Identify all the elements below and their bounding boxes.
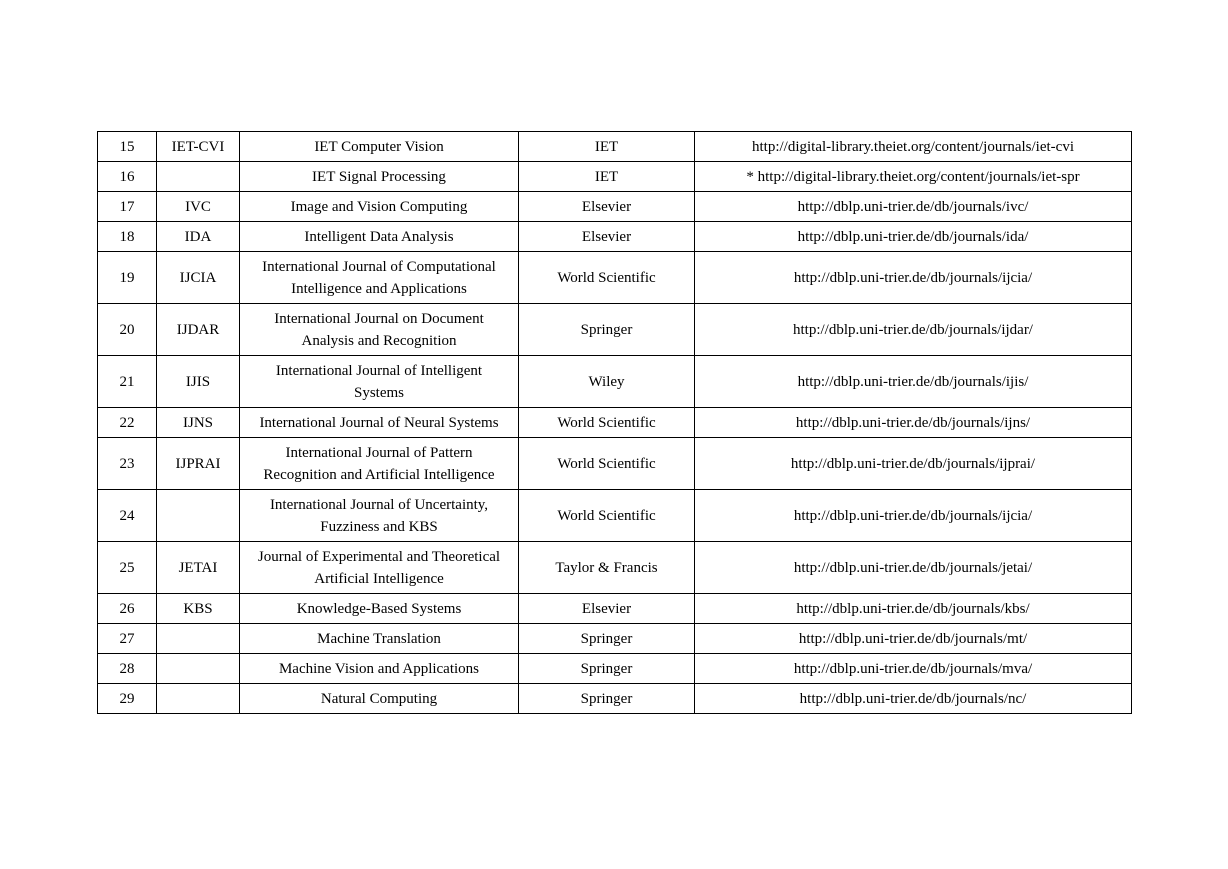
row-number-cell: 23 bbox=[98, 438, 157, 490]
publisher-cell: Wiley bbox=[519, 356, 695, 408]
publisher-cell: World Scientific bbox=[519, 408, 695, 438]
table-row bbox=[98, 438, 1132, 490]
row-number-cell: 29 bbox=[98, 684, 157, 714]
publisher-cell: IET bbox=[519, 162, 695, 192]
row-number-cell: 20 bbox=[98, 304, 157, 356]
journal-title-line: IET Computer Vision bbox=[314, 138, 444, 155]
row-number-cell: 22 bbox=[98, 408, 157, 438]
journal-title-cell bbox=[240, 192, 519, 222]
url-cell: http://dblp.uni-trier.de/db/journals/ijprai/ bbox=[695, 438, 1132, 490]
journal-title-cell bbox=[240, 222, 519, 252]
journal-title-line: International Journal of Computational bbox=[262, 258, 496, 275]
publisher-cell: Springer bbox=[519, 304, 695, 356]
journal-title-line: Knowledge-Based Systems bbox=[296, 600, 462, 617]
journal-title-line: Image and Vision Computing bbox=[290, 198, 468, 215]
publisher-cell: Elsevier bbox=[519, 222, 695, 252]
abbreviation-cell: IVC bbox=[157, 192, 240, 222]
table-row bbox=[98, 408, 1132, 438]
journal-title-cell bbox=[240, 542, 519, 594]
abbreviation-cell bbox=[157, 490, 240, 542]
row-number-cell: 28 bbox=[98, 654, 157, 684]
url-cell: http://dblp.uni-trier.de/db/journals/jetai/ bbox=[695, 542, 1132, 594]
publisher-cell: Elsevier bbox=[519, 594, 695, 624]
journal-title-line: Machine Vision and Applications bbox=[278, 660, 480, 677]
url-cell: http://dblp.uni-trier.de/db/journals/mva/ bbox=[695, 654, 1132, 684]
publisher-cell: World Scientific bbox=[519, 252, 695, 304]
abbreviation-cell: IET-CVI bbox=[157, 132, 240, 162]
abbreviation-cell: IJDAR bbox=[157, 304, 240, 356]
journal-title-line: IET Signal Processing bbox=[312, 168, 446, 185]
url-cell: * http://digital-library.theiet.org/content/journals/iet-spr bbox=[695, 162, 1132, 192]
journal-title-line: Recognition and Artificial Intelligence bbox=[263, 466, 495, 483]
publisher-cell: Springer bbox=[519, 624, 695, 654]
abbreviation-cell bbox=[157, 624, 240, 654]
row-number-cell: 16 bbox=[98, 162, 157, 192]
abbreviation-cell: KBS bbox=[157, 594, 240, 624]
journal-title-line: International Journal on Document bbox=[274, 310, 484, 327]
journal-title-line: International Journal of Intelligent bbox=[275, 362, 483, 379]
table-row bbox=[98, 684, 1132, 714]
table-row bbox=[98, 356, 1132, 408]
row-number-cell: 17 bbox=[98, 192, 157, 222]
url-cell: http://dblp.uni-trier.de/db/journals/kbs/ bbox=[695, 594, 1132, 624]
url-cell: http://digital-library.theiet.org/content/journals/iet-cvi bbox=[695, 132, 1132, 162]
journal-title-cell bbox=[240, 356, 519, 408]
row-number-cell: 27 bbox=[98, 624, 157, 654]
url-cell: http://dblp.uni-trier.de/db/journals/ijns/ bbox=[695, 408, 1132, 438]
journal-title-cell bbox=[240, 654, 519, 684]
journal-table-body bbox=[98, 132, 1132, 714]
journal-table bbox=[97, 131, 1132, 714]
table-row bbox=[98, 654, 1132, 684]
table-row bbox=[98, 222, 1132, 252]
url-cell: http://dblp.uni-trier.de/db/journals/ida/ bbox=[695, 222, 1132, 252]
publisher-cell: IET bbox=[519, 132, 695, 162]
journal-title-cell bbox=[240, 304, 519, 356]
table-row bbox=[98, 162, 1132, 192]
journal-title-line: Natural Computing bbox=[320, 690, 438, 707]
url-cell: http://dblp.uni-trier.de/db/journals/ijcia/ bbox=[695, 252, 1132, 304]
journal-title-cell bbox=[240, 252, 519, 304]
publisher-cell: World Scientific bbox=[519, 438, 695, 490]
journal-title-line: Journal of Experimental and Theoretical bbox=[257, 548, 501, 565]
publisher-cell: Taylor & Francis bbox=[519, 542, 695, 594]
table-row bbox=[98, 594, 1132, 624]
publisher-cell: Springer bbox=[519, 684, 695, 714]
abbreviation-cell bbox=[157, 684, 240, 714]
url-cell: http://dblp.uni-trier.de/db/journals/ivc/ bbox=[695, 192, 1132, 222]
journal-title-line: Intelligence and Applications bbox=[291, 280, 467, 297]
url-cell: http://dblp.uni-trier.de/db/journals/ijdar/ bbox=[695, 304, 1132, 356]
url-cell: http://dblp.uni-trier.de/db/journals/mt/ bbox=[695, 624, 1132, 654]
table-row bbox=[98, 304, 1132, 356]
row-number-cell: 19 bbox=[98, 252, 157, 304]
row-number-cell: 21 bbox=[98, 356, 157, 408]
journal-title-line: International Journal of Pattern bbox=[285, 444, 473, 461]
url-cell: http://dblp.uni-trier.de/db/journals/ijcia/ bbox=[695, 490, 1132, 542]
abbreviation-cell: IJCIA bbox=[157, 252, 240, 304]
journal-title-line: Analysis and Recognition bbox=[301, 332, 457, 349]
row-number-cell: 18 bbox=[98, 222, 157, 252]
row-number-cell: 15 bbox=[98, 132, 157, 162]
table-row bbox=[98, 132, 1132, 162]
table-row bbox=[98, 252, 1132, 304]
publisher-cell: World Scientific bbox=[519, 490, 695, 542]
abbreviation-cell bbox=[157, 162, 240, 192]
publisher-cell: Springer bbox=[519, 654, 695, 684]
journal-title-line: Intelligent Data Analysis bbox=[304, 228, 454, 245]
url-cell: http://dblp.uni-trier.de/db/journals/nc/ bbox=[695, 684, 1132, 714]
abbreviation-cell: IJNS bbox=[157, 408, 240, 438]
journal-title-line: International Journal of Neural Systems bbox=[259, 414, 499, 431]
row-number-cell: 26 bbox=[98, 594, 157, 624]
journal-title-cell bbox=[240, 624, 519, 654]
journal-title-cell bbox=[240, 162, 519, 192]
journal-title-line: Systems bbox=[353, 384, 404, 401]
abbreviation-cell: IJPRAI bbox=[157, 438, 240, 490]
journal-title-line: Fuzziness and KBS bbox=[320, 518, 438, 535]
journal-title-line: Machine Translation bbox=[317, 630, 441, 647]
abbreviation-cell bbox=[157, 654, 240, 684]
row-number-cell: 25 bbox=[98, 542, 157, 594]
table-row bbox=[98, 192, 1132, 222]
journal-title-line: International Journal of Uncertainty, bbox=[269, 496, 489, 513]
abbreviation-cell: IJIS bbox=[157, 356, 240, 408]
row-number-cell: 24 bbox=[98, 490, 157, 542]
journal-title-cell bbox=[240, 132, 519, 162]
table-row bbox=[98, 542, 1132, 594]
table-row bbox=[98, 624, 1132, 654]
journal-title-cell bbox=[240, 594, 519, 624]
abbreviation-cell: JETAI bbox=[157, 542, 240, 594]
journal-title-cell bbox=[240, 408, 519, 438]
abbreviation-cell: IDA bbox=[157, 222, 240, 252]
table-row bbox=[98, 490, 1132, 542]
url-cell: http://dblp.uni-trier.de/db/journals/ijis/ bbox=[695, 356, 1132, 408]
publisher-cell: Elsevier bbox=[519, 192, 695, 222]
journal-title-cell bbox=[240, 490, 519, 542]
journal-title-line: Artificial Intelligence bbox=[314, 570, 444, 587]
journal-title-cell bbox=[240, 684, 519, 714]
journal-title-cell bbox=[240, 438, 519, 490]
